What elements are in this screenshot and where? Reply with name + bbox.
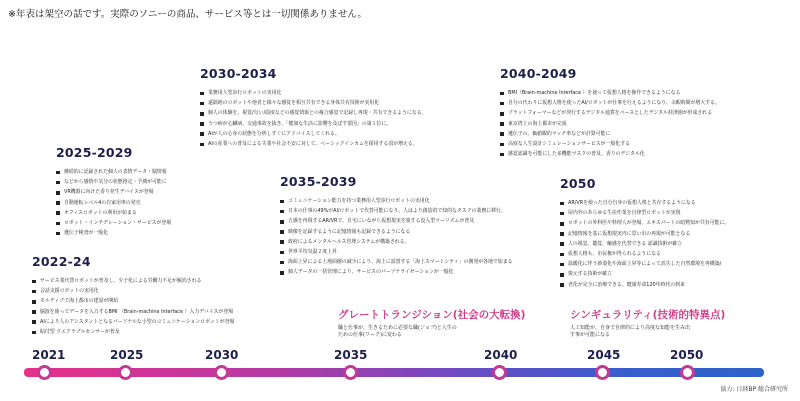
list-item: AIが人の心身の状態を分析しすぐにアドバイスしてくれる。 <box>200 131 427 138</box>
list-item: 個人の体験を、視覚/匂い/温度などの感覚情報との複合感覚で記録し再現・共有できるようになる。 <box>200 110 427 117</box>
list-item: 人の視覚、聴覚、触感を代替できる 認識技術が確立 <box>560 241 729 248</box>
era-list <box>200 90 427 148</box>
event-great-transition <box>338 307 525 340</box>
timeline-marker <box>37 365 52 380</box>
list-item: 個人データの一括管理により、サービスのパーソナライゼーションが一般化 <box>280 269 512 276</box>
year-label: 2050 <box>670 348 704 362</box>
list-item: ロボット・インテグレーション・サービスが登場 <box>56 220 171 227</box>
list-item: AIの産業への普及による失業や社会不安に対して、ベーシックインカムを採用する国が増える。 <box>200 141 427 148</box>
era-2025-2029 <box>56 145 171 240</box>
event-title: シンギュラリティ(技術的特異点) <box>570 309 726 321</box>
list-item: 遺伝子検査が一般化 <box>56 230 171 237</box>
list-item: 五感を再現するAR/VRで、自宅にいながら仮想現実を旅する没入型ツーリズムが普及 <box>280 218 512 225</box>
timeline-marker <box>595 365 610 380</box>
list-item: などから感情や気分の状態推定・予測が可能に <box>56 179 171 186</box>
era-list <box>280 198 512 276</box>
timeline-marker <box>492 365 507 380</box>
list-item: ロボットの外科医や料理人が登場、エキスパートの暗黙知が共有可能に。 <box>560 220 729 227</box>
year-label: 2040 <box>484 348 518 362</box>
timeline-marker <box>214 365 229 380</box>
year-label: 2030 <box>205 348 239 362</box>
year-label: 2035 <box>334 348 368 362</box>
era-title: 2035-2039 <box>280 174 357 189</box>
list-item: 遺伝子の、価値観的マッチ率などが計算可能に <box>500 131 720 138</box>
list-item: VR機器に向けた香り発生デバイスが登場 <box>56 189 171 196</box>
list-item: 温暖化に伴う砂漠化や海面上昇等によって消失した自然環境を再構築/ <box>560 261 729 268</box>
credit-note: 協力: 日経BP 総合研究所 <box>720 386 788 393</box>
list-item: 海面上昇による土地面積の減少により、海上に設置する「海上スマートシティ」の開発が各地で始まる <box>280 259 512 266</box>
event-singularity <box>570 307 725 340</box>
list-item: 感覚認識を可能にした多機能マスクの普及、香りのデジタル化 <box>500 151 720 158</box>
list-item: サービス業代替ロボットが普及し、少子化による労働力不足が解消される <box>32 278 234 285</box>
era-list <box>500 90 720 158</box>
era-title: 2025-2029 <box>56 145 133 160</box>
era-2030-2034 <box>200 66 427 151</box>
list-item: 貼付型 ウエアラブルセンサーが普及 <box>32 329 234 336</box>
list-item: モルディブで海上都市の建設が開始 <box>32 298 234 305</box>
timeline-marker <box>118 365 133 380</box>
list-item: 世界平均気温２度上昇 <box>280 249 512 256</box>
era-2050 <box>560 176 729 292</box>
list-item: 映像を記録するように記憶情報も記録できるようになる <box>280 229 512 236</box>
timeline-marker <box>680 365 695 380</box>
list-item: 自分の代わりに仮想人格を使ったAI/ロボットが仕事を行えるようになり、余暇時間が増大する。 <box>500 100 720 107</box>
list-item: 日本の仕事の49%がAI/ロボットで代替可能になり、人はより創造的で知的なタスクの業務に移行。 <box>280 208 512 215</box>
list-item: うつ病が心臓病、交通事故を抜き、「健康な生活に影響を及ぼす要因」の第１位に。 <box>200 121 427 128</box>
era-2040-2049 <box>500 66 720 161</box>
list-item: 自動運転レベル4の自家用車の発売 <box>56 200 171 207</box>
timeline-bar <box>24 368 764 377</box>
list-item: BMI（Brain-machine Interface ）を使って仮想人格を操作できるようになる <box>500 90 720 97</box>
era-2022-24 <box>32 254 234 339</box>
list-item: 記憶情報を基に仮想現実内に思い出の再現が可能となる <box>560 231 729 238</box>
event-title: グレートトランジション(社会の大転換) <box>338 309 526 321</box>
year-label: 2045 <box>587 348 621 362</box>
list-item: 屋内外のあらゆる生産作業を自律型ロボットが実現 <box>560 210 729 217</box>
list-item: 政府によるメンタルヘルス管理システムが構築される。 <box>280 239 512 246</box>
era-title: 2030-2034 <box>200 66 277 81</box>
era-title: 2050 <box>560 176 596 191</box>
era-list <box>32 278 234 336</box>
list-item: 業務用人型歩行ロボットの実用化 <box>200 90 427 97</box>
list-item: プラットフォーマーなどが発行するデジタル通貨をベースとしたデジタル経済圏が形成される <box>500 110 720 117</box>
era-title: 2040-2049 <box>500 66 577 81</box>
year-label: 2021 <box>32 348 66 362</box>
list-item: 復元する技術が確立 <box>560 271 729 278</box>
list-item: 脳波を使ってデータを入力するBMI （Brain-machine Interface ）入力デバイスが登場 <box>32 309 234 316</box>
event-description: 人工知能が、自身で自律的により高度な知能を生み出す事が可能になる <box>570 325 691 339</box>
list-item: 遠隔地のロボットや他者と様々な感覚を相互共有できる身体共有技術が実用化 <box>200 100 427 107</box>
list-item: 仮想人格も、市民権が得られるようになる <box>560 251 729 258</box>
list-item: オフィスロボットの利用が始まる <box>56 210 171 217</box>
list-item: 老化が完全に治療できる。健康寿命120年時代の到来 <box>560 282 729 289</box>
era-2035-2039 <box>280 174 512 280</box>
list-item: コミュニケーション能力を持つ業務用人型歩行ロボットの実用化 <box>280 198 512 205</box>
list-item: 継続的に記録された個人の表情データ・脳情報 <box>56 169 171 176</box>
year-label: 2025 <box>110 348 144 362</box>
list-item: 東京湾上の海上都市が完成 <box>500 121 720 128</box>
list-item: AR/VRを使った自分自身の仮想人格と共存するようになる <box>560 200 729 207</box>
era-title: 2022-24 <box>32 254 91 269</box>
list-item: AIにより人のアシスタントとなるパーソナルな小型のコミュニケーションロボットが登場 <box>32 319 234 326</box>
timeline-marker <box>343 365 358 380</box>
disclaimer-note: ※年表は架空の話です。実際のソニーの商品、サービス等とは一切関係ありません。 <box>8 9 367 20</box>
event-description: 職と仕事が、生きるために必要な職(ジョブ)と人生のための仕事(ワーク)に変わる <box>338 325 457 339</box>
era-list <box>560 200 729 288</box>
era-list <box>56 169 171 237</box>
list-item: 会話支援ロボットの実用化 <box>32 288 234 295</box>
list-item: 高度な人生設計シミュレーションサービスが一般化する <box>500 141 720 148</box>
